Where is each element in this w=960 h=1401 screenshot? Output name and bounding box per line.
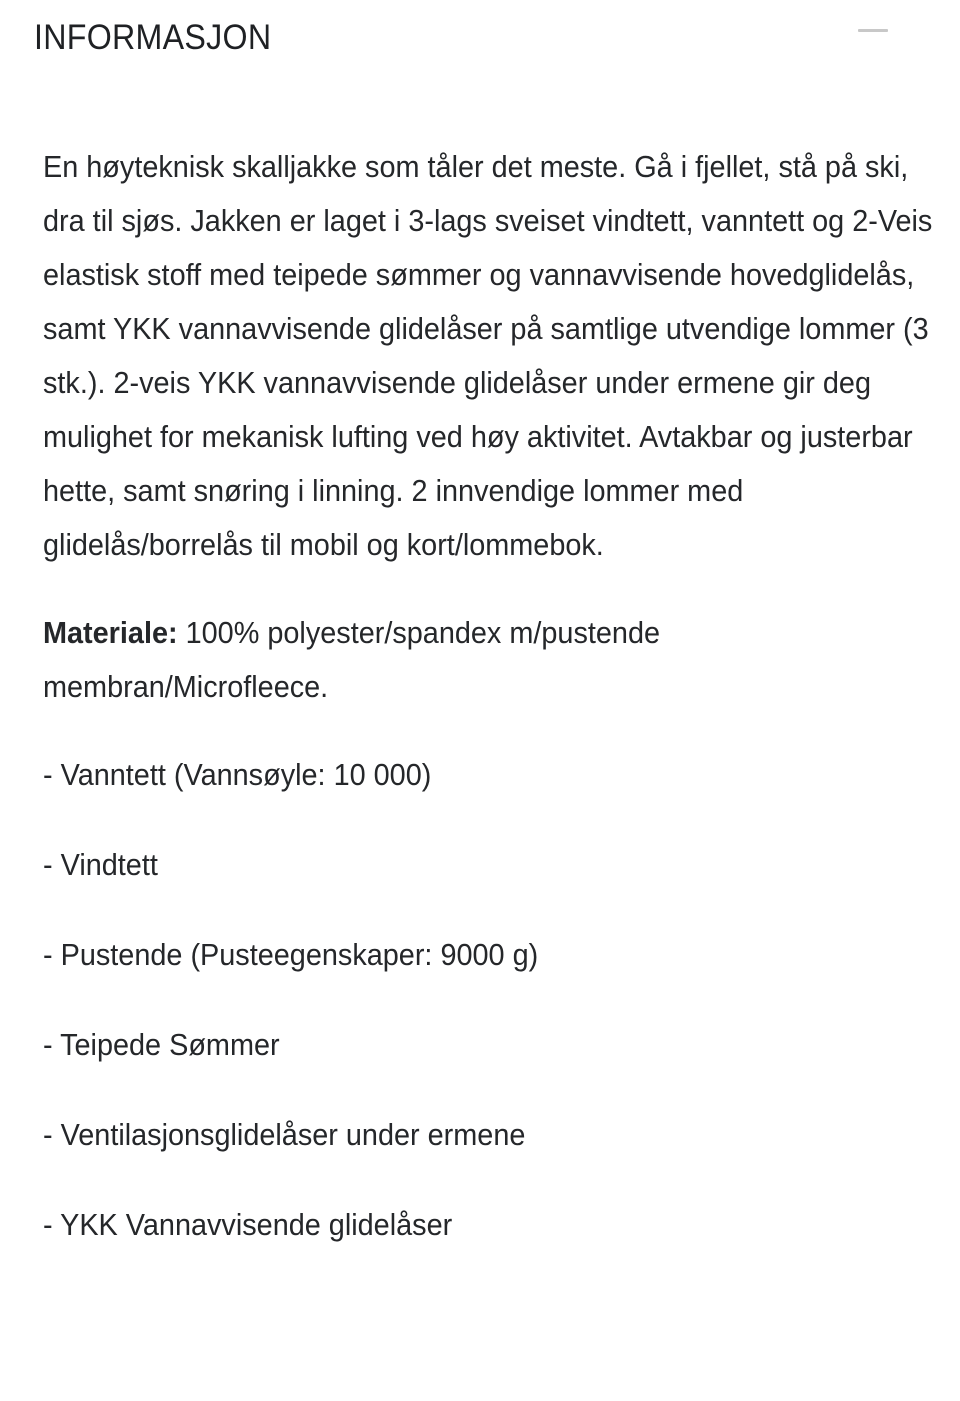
- feature-item-ykk-zippers: - YKK Vannavvisende glidelåser: [43, 1207, 453, 1242]
- materials-label: Materiale:: [43, 615, 178, 650]
- feature-item-waterproof: - Vanntett (Vannsøyle: 10 000): [43, 757, 432, 792]
- accordion-header-informasjon[interactable]: [0, 0, 960, 80]
- accordion-content: [43, 140, 933, 1288]
- collapse-button[interactable]: [850, 14, 896, 48]
- feature-item-vent-zippers: - Ventilasjonsglidelåser under ermene: [43, 1117, 526, 1152]
- product-description: En høyteknisk skalljakke som tåler det meste. Gå i fjellet, stå på ski, dra til sjøs. Jakken er laget i 3-lags sveiset vindtett, vanntett og 2-Veis elastisk stoff med teipede sømmer og vannavvisende hovedglidelås, samt YKK vannavvisende glidelåser på samtlige utvendige lommer (3 stk.). 2-veis YKK vannavvisende glidelåser under ermene gir deg mulighet for mekanisk lufting ved høy aktivitet. Avtakbar og justerbar hette, samt snøring i linning. 2 innvendige lommer med glidelås/borrelås til mobil og kort/lommebok.: [43, 149, 933, 562]
- feature-item-taped-seams: - Teipede Sømmer: [43, 1027, 280, 1062]
- feature-list: [43, 748, 933, 1288]
- section-title: INFORMASJON: [34, 18, 272, 57]
- materials-value: 100% polyester/spandex m/pustende membran/Microfleece.: [43, 615, 661, 704]
- feature-item-windproof: - Vindtett: [43, 847, 158, 882]
- feature-item-breathable: - Pustende (Pusteegenskaper: 9000 g): [43, 937, 539, 972]
- minus-icon: [858, 29, 888, 32]
- materials-paragraph: [43, 606, 936, 714]
